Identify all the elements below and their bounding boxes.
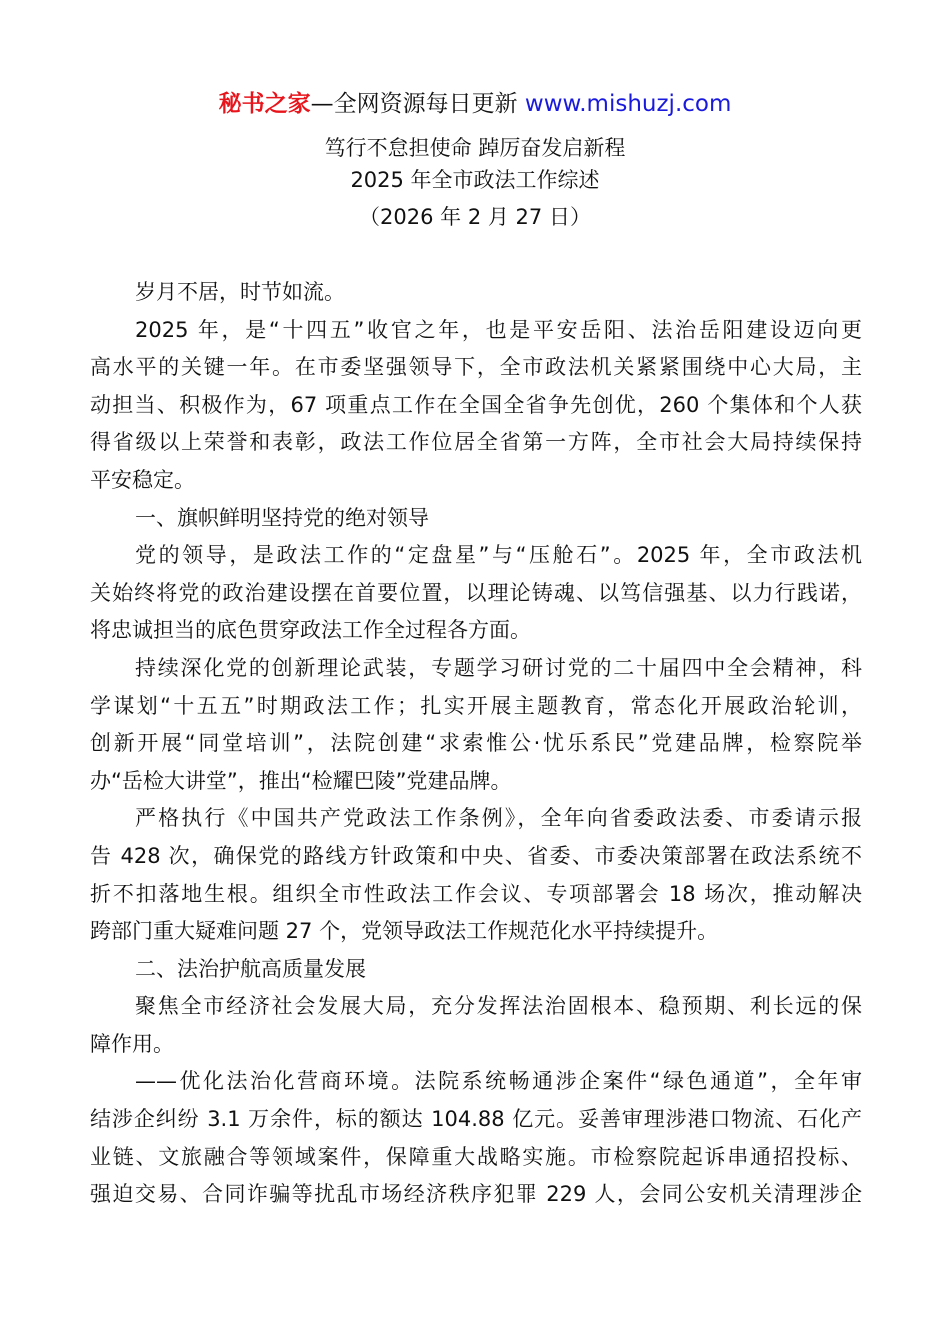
body-text-line: 折不扣落地生根。组织全市性政法工作会议、专项部署会 18 场次，推动解决 [90,881,862,906]
document-subtitle: 2025 年全市政法工作综述 [350,168,600,192]
body-text-line: 岁月不居，时节如流。 [135,280,345,304]
body-text-line: 党的领导，是政法工作的“定盘星”与“压舱石”。2025 年，全市政法机 [135,543,862,568]
body-text-line: 创新开展“同堂培训”，法院创建“求索惟公·忧乐系民”党建品牌，检察院举 [90,731,862,756]
body-text-line: 跨部门重大疑难问题 27 个，党领导政法工作规范化水平持续提升。 [90,919,719,944]
body-text-line: 2025 年，是“十四五”收官之年，也是平安岳阳、法治岳阳建设迈向更 [135,317,862,342]
section-heading: 二、法治护航高质量发展 [135,956,366,981]
body-text-line: 障作用。 [90,1031,174,1056]
section-heading: 一、旗帜鲜明坚持党的绝对领导 [135,505,429,530]
banner-slogan: —全网资源每日更新 [310,91,525,117]
brand-name: 秘书之家 [218,91,311,117]
body-text-line: 告 428 次，确保党的路线方针政策和中央、省委、市委决策部署在政法系统不 [90,843,862,868]
body-text-line: 结涉企纠纷 3.1 万余件，标的额达 104.88 亿元。妥善审理涉港口物流、石化产 [90,1107,862,1132]
body-text-line: 动担当、积极作为，67 项重点工作在全国全省争先创优，260 个集体和个人获 [90,392,862,417]
body-text-line: 强迫交易、合同诈骗等扰乱市场经济秩序犯罪 229 人，会同公安机关清理涉企 [90,1182,862,1207]
document-body [90,274,862,1214]
body-text-line: 学谋划“十五五”时期政法工作；扎实开展主题教育，常态化开展政治轮训， [90,693,862,718]
site-url-link[interactable]: www.mishuzj.com [524,91,732,117]
site-banner [0,88,950,120]
body-text-line: 得省级以上荣誉和表彰，政法工作位居全省第一方阵，全市社会大局持续保持 [90,430,862,455]
body-text-line: 关始终将党的政治建设摆在首要位置，以理论铸魂、以笃信强基、以力行践诺， [90,580,862,605]
document-title: 笃行不怠担使命 踔厉奋发启新程 [324,136,626,160]
body-text-line: 持续深化党的创新理论武装，专题学习研讨党的二十届四中全会精神，科 [135,655,862,680]
body-text-line: 将忠诚担当的底色贯穿政法工作全过程各方面。 [90,618,531,643]
body-text-line: 严格执行《中国共产党政法工作条例》，全年向省委政法委、市委请示报 [135,806,862,831]
body-text-line: 高水平的关键一年。在市委坚强领导下，全市政法机关紧紧围绕中心大局，主 [90,355,862,380]
body-text-line: 聚焦全市经济社会发展大局，充分发挥法治固根本、稳预期、利长远的保 [135,994,862,1019]
body-text-line: 业链、文旅融合等领域案件，保障重大战略实施。市检察院起诉串通招投标、 [90,1144,862,1169]
body-text-line: 办“岳检大讲堂”，推出“检耀巴陵”党建品牌。 [90,768,512,793]
body-text-line: 平安稳定。 [90,467,195,492]
document-date: （2026 年 2 月 27 日） [359,205,591,229]
body-text-line: ——优化法治化营商环境。法院系统畅通涉企案件“绿色通道”，全年审 [135,1069,862,1094]
